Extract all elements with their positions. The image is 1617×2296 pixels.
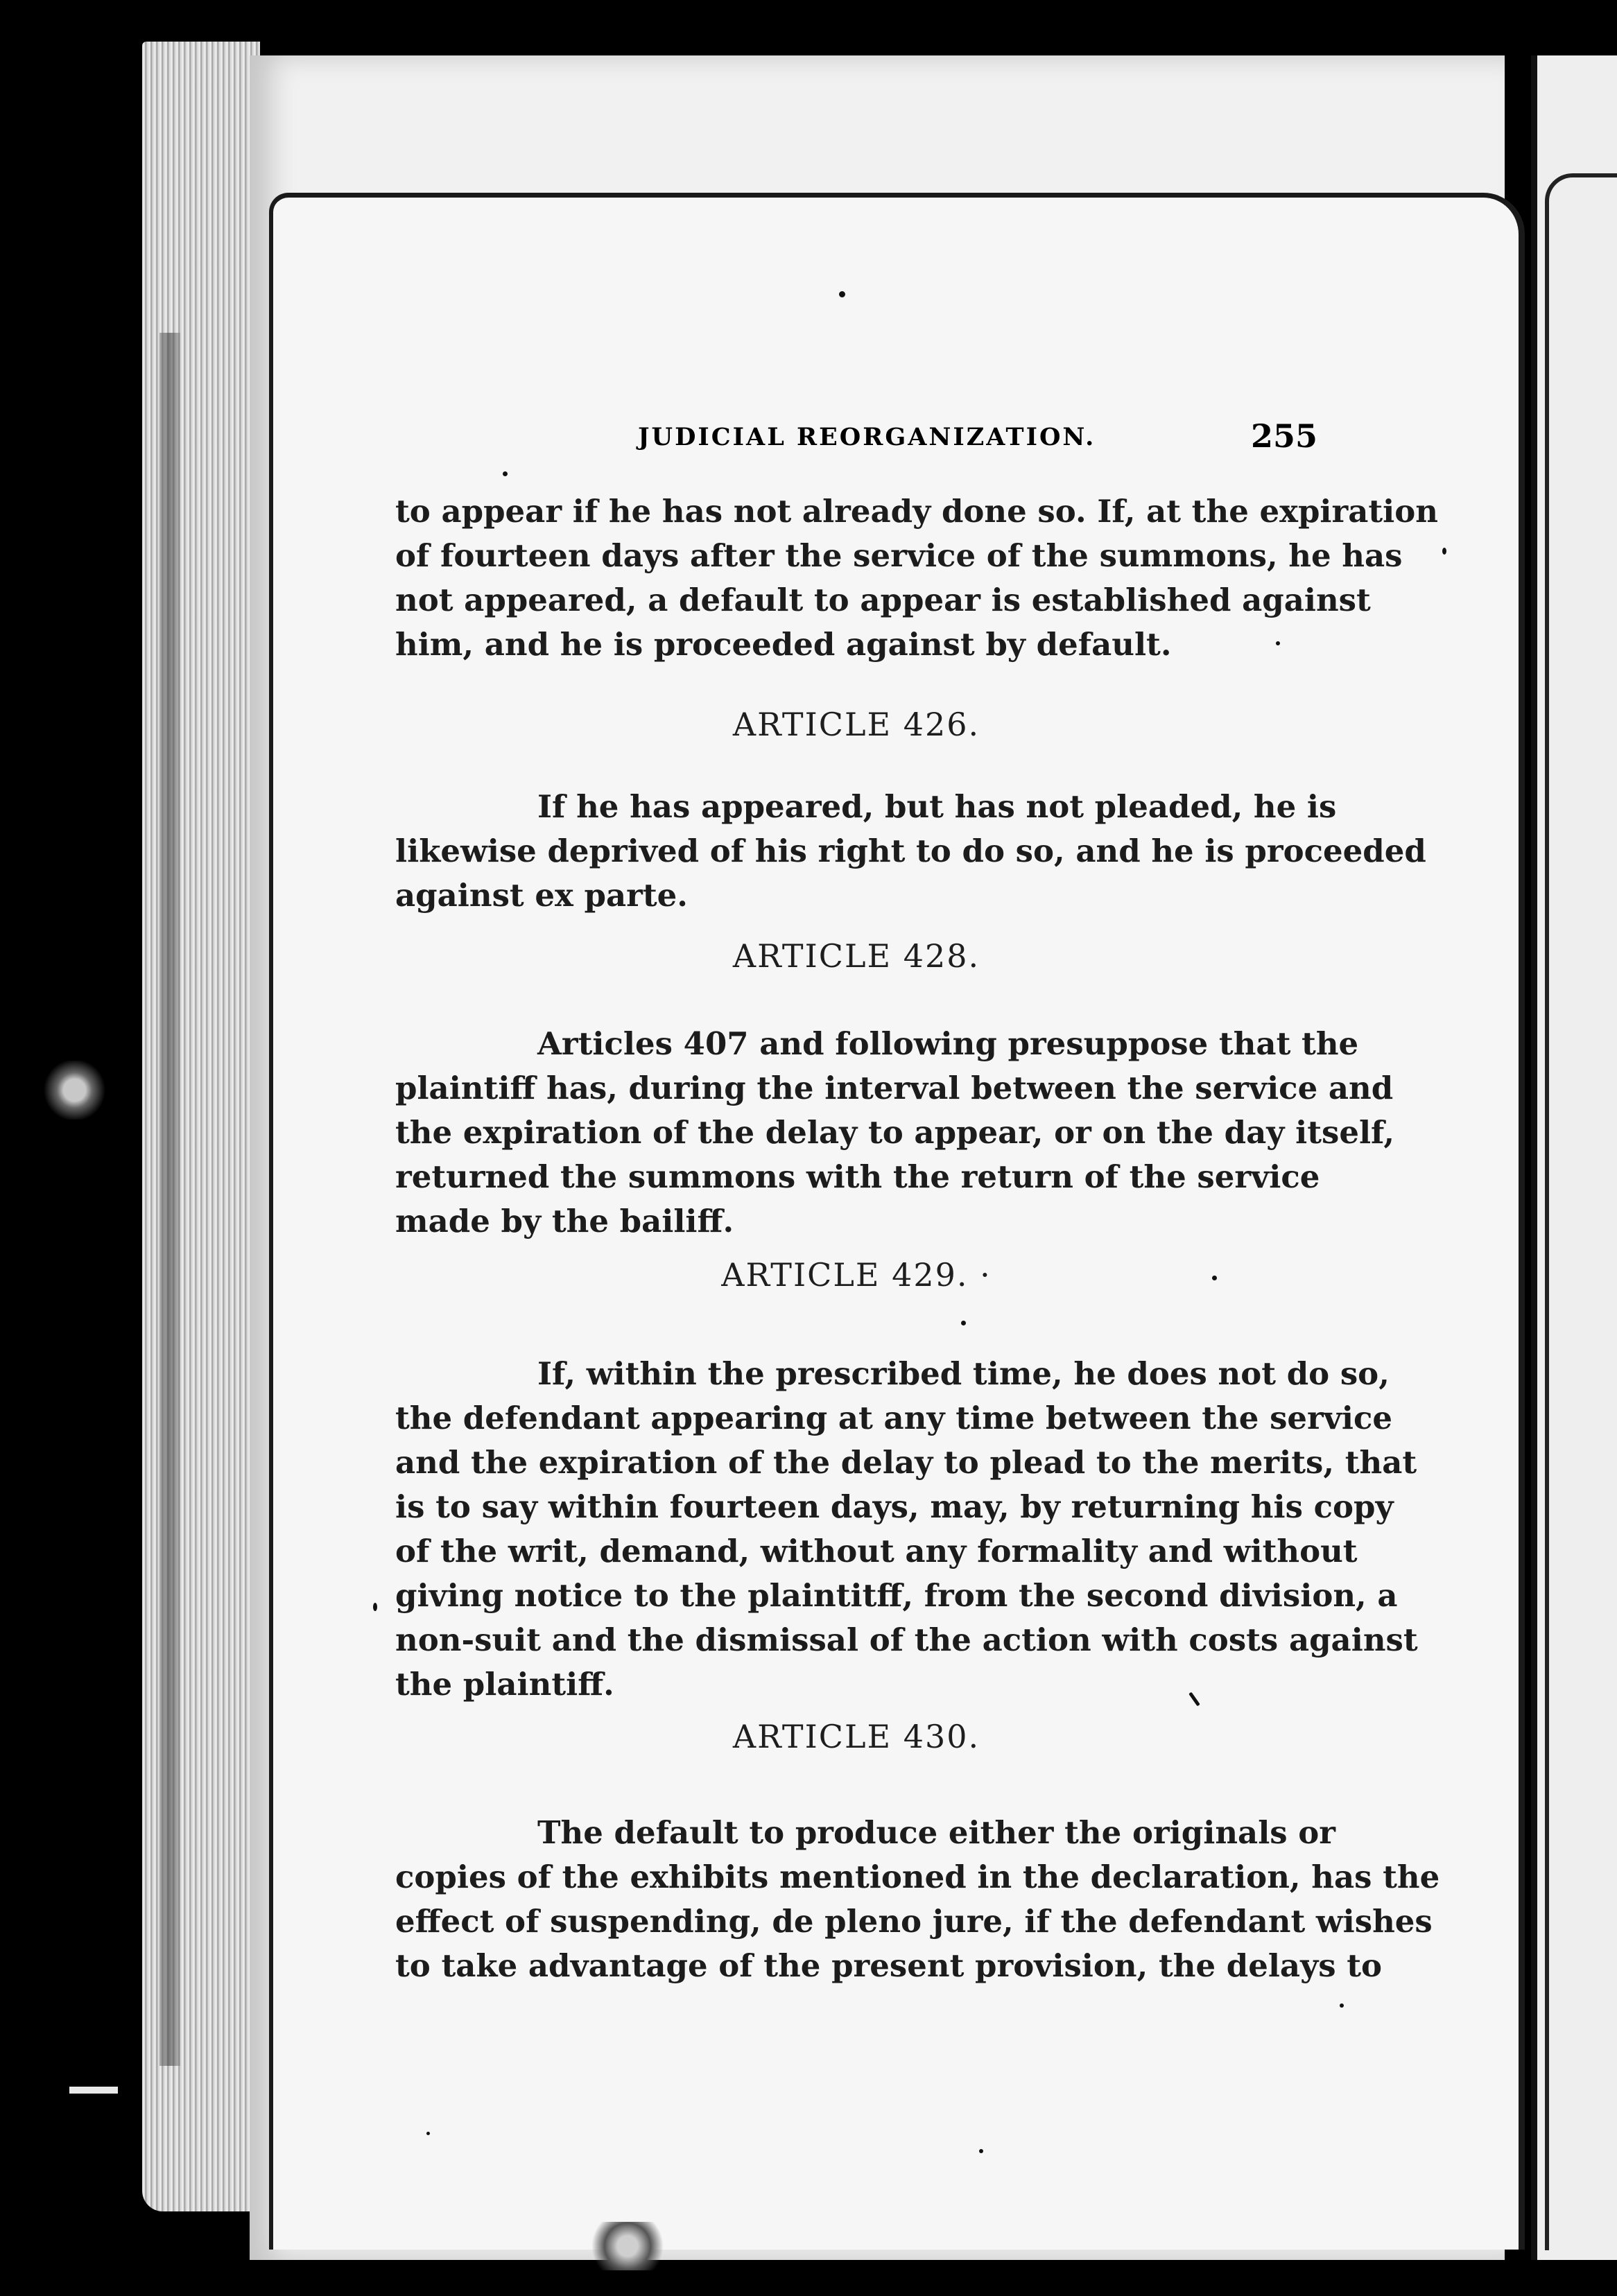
paragraph-2 [395, 785, 1426, 918]
text-line: the expiration of the delay to appear, or on the day itself, [395, 1114, 1395, 1151]
text-line: non-suit and the dismissal of the action with costs against [395, 1621, 1418, 1658]
article-heading: ARTICLE 428. [732, 937, 980, 975]
text-line: If he has appeared, but has not pleaded, he is [537, 788, 1337, 825]
speck [961, 1321, 966, 1325]
text-line: to appear if he has not already done so. If, at the expiration [395, 493, 1438, 530]
text-line: of fourteen days after the service of the summons, he has [395, 537, 1403, 574]
text-line: plaintiff has, during the interval between the service and [395, 1070, 1394, 1106]
text-line: returned the summons with the return of the service [395, 1158, 1320, 1195]
text-line: to take advantage of the present provision, the delays to [395, 1947, 1383, 1984]
text-line: the defendant appearing at any time between the service [395, 1400, 1393, 1436]
running-head-title: JUDICIAL REORGANIZATION. [638, 423, 1096, 451]
speck [426, 2132, 430, 2135]
text-line: likewise deprived of his right to do so, and he is proceeded [395, 833, 1426, 869]
paragraph-3 [395, 1022, 1395, 1244]
text-line: not appeared, a default to appear is established against [395, 582, 1371, 618]
text-line: Articles 407 and following presuppose that the [537, 1025, 1359, 1062]
edge-mark [69, 2087, 118, 2094]
running-head [395, 417, 1317, 464]
paragraph-1 [395, 489, 1438, 667]
text-line: of the writ, demand, without any formality and without [395, 1533, 1358, 1569]
text-line: If, within the prescribed time, he does not do so, [537, 1355, 1390, 1392]
spine-shadow [159, 333, 180, 2066]
paragraph-4 [395, 1352, 1418, 1707]
ink-blot-bottom [582, 2222, 673, 2270]
speck [1276, 641, 1280, 645]
text-line: The default to produce either the originals or [537, 1814, 1336, 1851]
text-line: and the expiration of the delay to plead to the merits, that [395, 1444, 1417, 1481]
speck [1340, 2003, 1344, 2008]
speck [1442, 548, 1446, 555]
article-heading: ARTICLE 429. · [721, 1256, 992, 1294]
text-line: effect of suspending, de pleno jure, if the defendant wishes [395, 1903, 1433, 1940]
article-heading: ARTICLE 426. [732, 706, 980, 743]
text-line: against ex parte. [395, 877, 688, 914]
ink-blot [42, 1061, 107, 1120]
paragraph-5 [395, 1811, 1440, 1988]
text-line: copies of the exhibits mentioned in the declaration, has the [395, 1859, 1440, 1895]
speck [503, 471, 508, 476]
speck [1212, 1276, 1217, 1280]
speck [373, 1603, 377, 1611]
next-page-frame [1545, 173, 1617, 2250]
speck [839, 291, 845, 297]
text-line: is to say within fourteen days, may, by returning his copy [395, 1488, 1394, 1525]
text-line: made by the bailiff. [395, 1203, 734, 1240]
text-line: him, and he is proceeded against by default. [395, 626, 1172, 663]
text-line: giving notice to the plaintitff, from the second division, a [395, 1577, 1398, 1614]
page-number: 255 [1250, 417, 1317, 455]
text-line: the plaintiff. [395, 1666, 614, 1703]
speck [979, 2149, 983, 2153]
article-heading: ARTICLE 430. [732, 1718, 980, 1755]
